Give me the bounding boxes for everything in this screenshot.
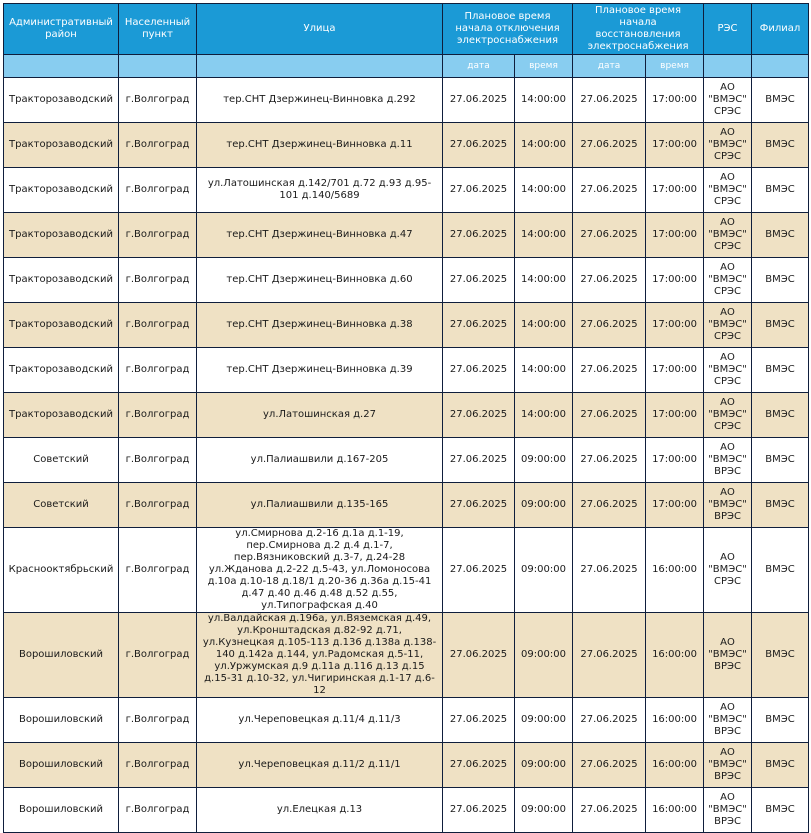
cell-on-date: 27.06.2025	[573, 258, 646, 303]
cell-district: Тракторозаводский	[4, 348, 119, 393]
cell-street: ул.Латошинская д.27	[197, 393, 443, 438]
cell-street: тер.СНТ Дзержинец-Винновка д.38	[197, 303, 443, 348]
table-row	[4, 393, 809, 438]
cell-locality: г.Волгоград	[119, 483, 197, 528]
cell-off-time: 14:00:00	[515, 258, 573, 303]
table-row	[4, 788, 809, 833]
table-row	[4, 698, 809, 743]
cell-res: АО "ВМЭС" СРЭС	[704, 258, 752, 303]
cell-on-time: 17:00:00	[646, 213, 704, 258]
table-row	[4, 613, 809, 698]
cell-on-date: 27.06.2025	[573, 438, 646, 483]
subheader-empty	[704, 55, 752, 78]
cell-branch: ВМЭС	[752, 483, 809, 528]
table-row	[4, 168, 809, 213]
cell-on-time: 16:00:00	[646, 613, 704, 698]
cell-street: ул.Череповецкая д.11/4 д.11/3	[197, 698, 443, 743]
cell-district: Тракторозаводский	[4, 393, 119, 438]
cell-district: Советский	[4, 438, 119, 483]
cell-off-time: 09:00:00	[515, 788, 573, 833]
cell-on-date: 27.06.2025	[573, 303, 646, 348]
cell-branch: ВМЭС	[752, 78, 809, 123]
cell-on-date: 27.06.2025	[573, 348, 646, 393]
cell-locality: г.Волгоград	[119, 303, 197, 348]
cell-off-time: 14:00:00	[515, 213, 573, 258]
cell-locality: г.Волгоград	[119, 168, 197, 213]
cell-on-date: 27.06.2025	[573, 78, 646, 123]
cell-district: Советский	[4, 483, 119, 528]
cell-on-date: 27.06.2025	[573, 393, 646, 438]
table-row	[4, 483, 809, 528]
cell-off-date: 27.06.2025	[443, 483, 515, 528]
cell-off-date: 27.06.2025	[443, 78, 515, 123]
cell-off-time: 14:00:00	[515, 348, 573, 393]
cell-district: Ворошиловский	[4, 743, 119, 788]
header-district: Административный район	[4, 4, 119, 55]
subheader-empty	[752, 55, 809, 78]
cell-res: АО "ВМЭС" ВРЭС	[704, 483, 752, 528]
cell-off-date: 27.06.2025	[443, 438, 515, 483]
cell-locality: г.Волгоград	[119, 788, 197, 833]
cell-district: Тракторозаводский	[4, 213, 119, 258]
cell-on-date: 27.06.2025	[573, 123, 646, 168]
header-branch: Филиал	[752, 4, 809, 55]
cell-on-date: 27.06.2025	[573, 528, 646, 613]
cell-off-time: 09:00:00	[515, 613, 573, 698]
header-street: Улица	[197, 4, 443, 55]
cell-locality: г.Волгоград	[119, 258, 197, 303]
cell-off-time: 14:00:00	[515, 168, 573, 213]
subheader-empty	[119, 55, 197, 78]
cell-on-time: 16:00:00	[646, 743, 704, 788]
cell-branch: ВМЭС	[752, 168, 809, 213]
cell-district: Тракторозаводский	[4, 168, 119, 213]
cell-district: Ворошиловский	[4, 788, 119, 833]
cell-off-time: 09:00:00	[515, 483, 573, 528]
cell-on-time: 17:00:00	[646, 348, 704, 393]
cell-on-time: 17:00:00	[646, 438, 704, 483]
cell-off-time: 14:00:00	[515, 393, 573, 438]
cell-off-time: 14:00:00	[515, 78, 573, 123]
cell-on-time: 17:00:00	[646, 303, 704, 348]
cell-district: Ворошиловский	[4, 698, 119, 743]
cell-branch: ВМЭС	[752, 438, 809, 483]
cell-on-time: 17:00:00	[646, 393, 704, 438]
cell-res: АО "ВМЭС" СРЭС	[704, 528, 752, 613]
cell-off-time: 09:00:00	[515, 438, 573, 483]
cell-off-date: 27.06.2025	[443, 123, 515, 168]
cell-locality: г.Волгоград	[119, 348, 197, 393]
cell-branch: ВМЭС	[752, 613, 809, 698]
cell-district: Ворошиловский	[4, 613, 119, 698]
cell-off-date: 27.06.2025	[443, 258, 515, 303]
cell-res: АО "ВМЭС" ВРЭС	[704, 438, 752, 483]
cell-street: ул.Елецкая д.13	[197, 788, 443, 833]
cell-res: АО "ВМЭС" СРЭС	[704, 213, 752, 258]
table-row	[4, 528, 809, 613]
table-row	[4, 78, 809, 123]
table-row	[4, 743, 809, 788]
cell-locality: г.Волгоград	[119, 438, 197, 483]
cell-branch: ВМЭС	[752, 788, 809, 833]
cell-street: тер.СНТ Дзержинец-Винновка д.47	[197, 213, 443, 258]
cell-res: АО "ВМЭС" ВРЭС	[704, 698, 752, 743]
outage-table	[3, 3, 809, 833]
cell-on-date: 27.06.2025	[573, 213, 646, 258]
cell-off-time: 14:00:00	[515, 123, 573, 168]
cell-street: тер.СНТ Дзержинец-Винновка д.60	[197, 258, 443, 303]
cell-off-date: 27.06.2025	[443, 788, 515, 833]
cell-street: ул.Смирнова д.2-16 д.1а д.1-19, пер.Смирнова д.2 д.4 д.1-7, пер.Вязниковский д.3-7, д.24-28 ул.Жданова д.2-22 д.5-43, ул.Ломоносова д.10а д.10-18 д.18/1 д.20-36 д.36а д.15-41 д.47 д.40 д.46 д.48 д.52 д.55, ул.Типографская д.40	[197, 528, 443, 613]
cell-res: АО "ВМЭС" ВРЭС	[704, 788, 752, 833]
subheader-empty	[197, 55, 443, 78]
cell-district: Тракторозаводский	[4, 78, 119, 123]
cell-locality: г.Волгоград	[119, 393, 197, 438]
cell-off-date: 27.06.2025	[443, 393, 515, 438]
cell-off-date: 27.06.2025	[443, 348, 515, 393]
cell-locality: г.Волгоград	[119, 698, 197, 743]
cell-off-time: 09:00:00	[515, 698, 573, 743]
cell-on-time: 17:00:00	[646, 258, 704, 303]
cell-branch: ВМЭС	[752, 258, 809, 303]
cell-on-time: 16:00:00	[646, 528, 704, 613]
cell-res: АО "ВМЭС" СРЭС	[704, 348, 752, 393]
cell-on-date: 27.06.2025	[573, 168, 646, 213]
header-off-time: Плановое время начала отключения электроснабжения	[443, 4, 573, 55]
cell-branch: ВМЭС	[752, 393, 809, 438]
cell-on-time: 17:00:00	[646, 483, 704, 528]
cell-off-date: 27.06.2025	[443, 743, 515, 788]
cell-on-date: 27.06.2025	[573, 613, 646, 698]
table-row	[4, 258, 809, 303]
cell-locality: г.Волгоград	[119, 123, 197, 168]
cell-res: АО "ВМЭС" СРЭС	[704, 78, 752, 123]
cell-res: АО "ВМЭС" СРЭС	[704, 303, 752, 348]
table-row	[4, 213, 809, 258]
cell-on-date: 27.06.2025	[573, 743, 646, 788]
cell-off-date: 27.06.2025	[443, 528, 515, 613]
header-on-time: Плановое время начала восстановления электроснабжения	[573, 4, 704, 55]
cell-district: Тракторозаводский	[4, 303, 119, 348]
cell-locality: г.Волгоград	[119, 528, 197, 613]
table-row	[4, 123, 809, 168]
cell-off-date: 27.06.2025	[443, 213, 515, 258]
table-row	[4, 348, 809, 393]
cell-off-time: 14:00:00	[515, 303, 573, 348]
cell-branch: ВМЭС	[752, 303, 809, 348]
subheader-off-date: дата	[443, 55, 515, 78]
subheader-on-date: дата	[573, 55, 646, 78]
cell-off-date: 27.06.2025	[443, 698, 515, 743]
cell-branch: ВМЭС	[752, 743, 809, 788]
cell-street: тер.СНТ Дзержинец-Винновка д.292	[197, 78, 443, 123]
cell-off-time: 09:00:00	[515, 528, 573, 613]
cell-locality: г.Волгоград	[119, 613, 197, 698]
header-row	[4, 4, 809, 55]
cell-on-time: 17:00:00	[646, 78, 704, 123]
cell-off-date: 27.06.2025	[443, 613, 515, 698]
cell-street: тер.СНТ Дзержинец-Винновка д.11	[197, 123, 443, 168]
cell-res: АО "ВМЭС" ВРЭС	[704, 743, 752, 788]
cell-branch: ВМЭС	[752, 528, 809, 613]
cell-district: Тракторозаводский	[4, 123, 119, 168]
cell-district: Тракторозаводский	[4, 258, 119, 303]
cell-res: АО "ВМЭС" СРЭС	[704, 168, 752, 213]
cell-district: Краснооктябрьский	[4, 528, 119, 613]
cell-on-date: 27.06.2025	[573, 788, 646, 833]
cell-street: ул.Череповецкая д.11/2 д.11/1	[197, 743, 443, 788]
cell-on-time: 17:00:00	[646, 168, 704, 213]
cell-street: тер.СНТ Дзержинец-Винновка д.39	[197, 348, 443, 393]
header-res: РЭС	[704, 4, 752, 55]
header-locality: Населенный пункт	[119, 4, 197, 55]
cell-on-time: 16:00:00	[646, 698, 704, 743]
cell-off-time: 09:00:00	[515, 743, 573, 788]
table-row	[4, 438, 809, 483]
subheader-empty	[4, 55, 119, 78]
cell-off-date: 27.06.2025	[443, 303, 515, 348]
cell-branch: ВМЭС	[752, 698, 809, 743]
cell-locality: г.Волгоград	[119, 743, 197, 788]
cell-street: ул.Палиашвили д.135-165	[197, 483, 443, 528]
subheader-on-time: время	[646, 55, 704, 78]
cell-on-date: 27.06.2025	[573, 698, 646, 743]
subheader-off-time: время	[515, 55, 573, 78]
cell-locality: г.Волгоград	[119, 78, 197, 123]
cell-branch: ВМЭС	[752, 213, 809, 258]
subheader-row	[4, 55, 809, 78]
cell-locality: г.Волгоград	[119, 213, 197, 258]
table-row	[4, 303, 809, 348]
cell-res: АО "ВМЭС" СРЭС	[704, 123, 752, 168]
cell-on-time: 16:00:00	[646, 788, 704, 833]
cell-branch: ВМЭС	[752, 123, 809, 168]
cell-off-date: 27.06.2025	[443, 168, 515, 213]
cell-street: ул.Палиашвили д.167-205	[197, 438, 443, 483]
cell-res: АО "ВМЭС" ВРЭС	[704, 613, 752, 698]
cell-branch: ВМЭС	[752, 348, 809, 393]
cell-street: ул.Валдайская д.196а, ул.Вяземская д.49, ул.Кронштадская д.82-92 д.71, ул.Кузнецкая д.105-113 д.136 д.138а д.138-140 д.142а д.144, ул.Радомская д.5-11, ул.Уржумская д.9 д.11а д.116 д.13 д.15 д.15-31 д.10-32, ул.Чигиринская д.1-17 д.6-12	[197, 613, 443, 698]
cell-on-date: 27.06.2025	[573, 483, 646, 528]
cell-street: ул.Латошинская д.142/701 д.72 д.93 д.95-101 д.140/5689	[197, 168, 443, 213]
cell-on-time: 17:00:00	[646, 123, 704, 168]
cell-res: АО "ВМЭС" СРЭС	[704, 393, 752, 438]
